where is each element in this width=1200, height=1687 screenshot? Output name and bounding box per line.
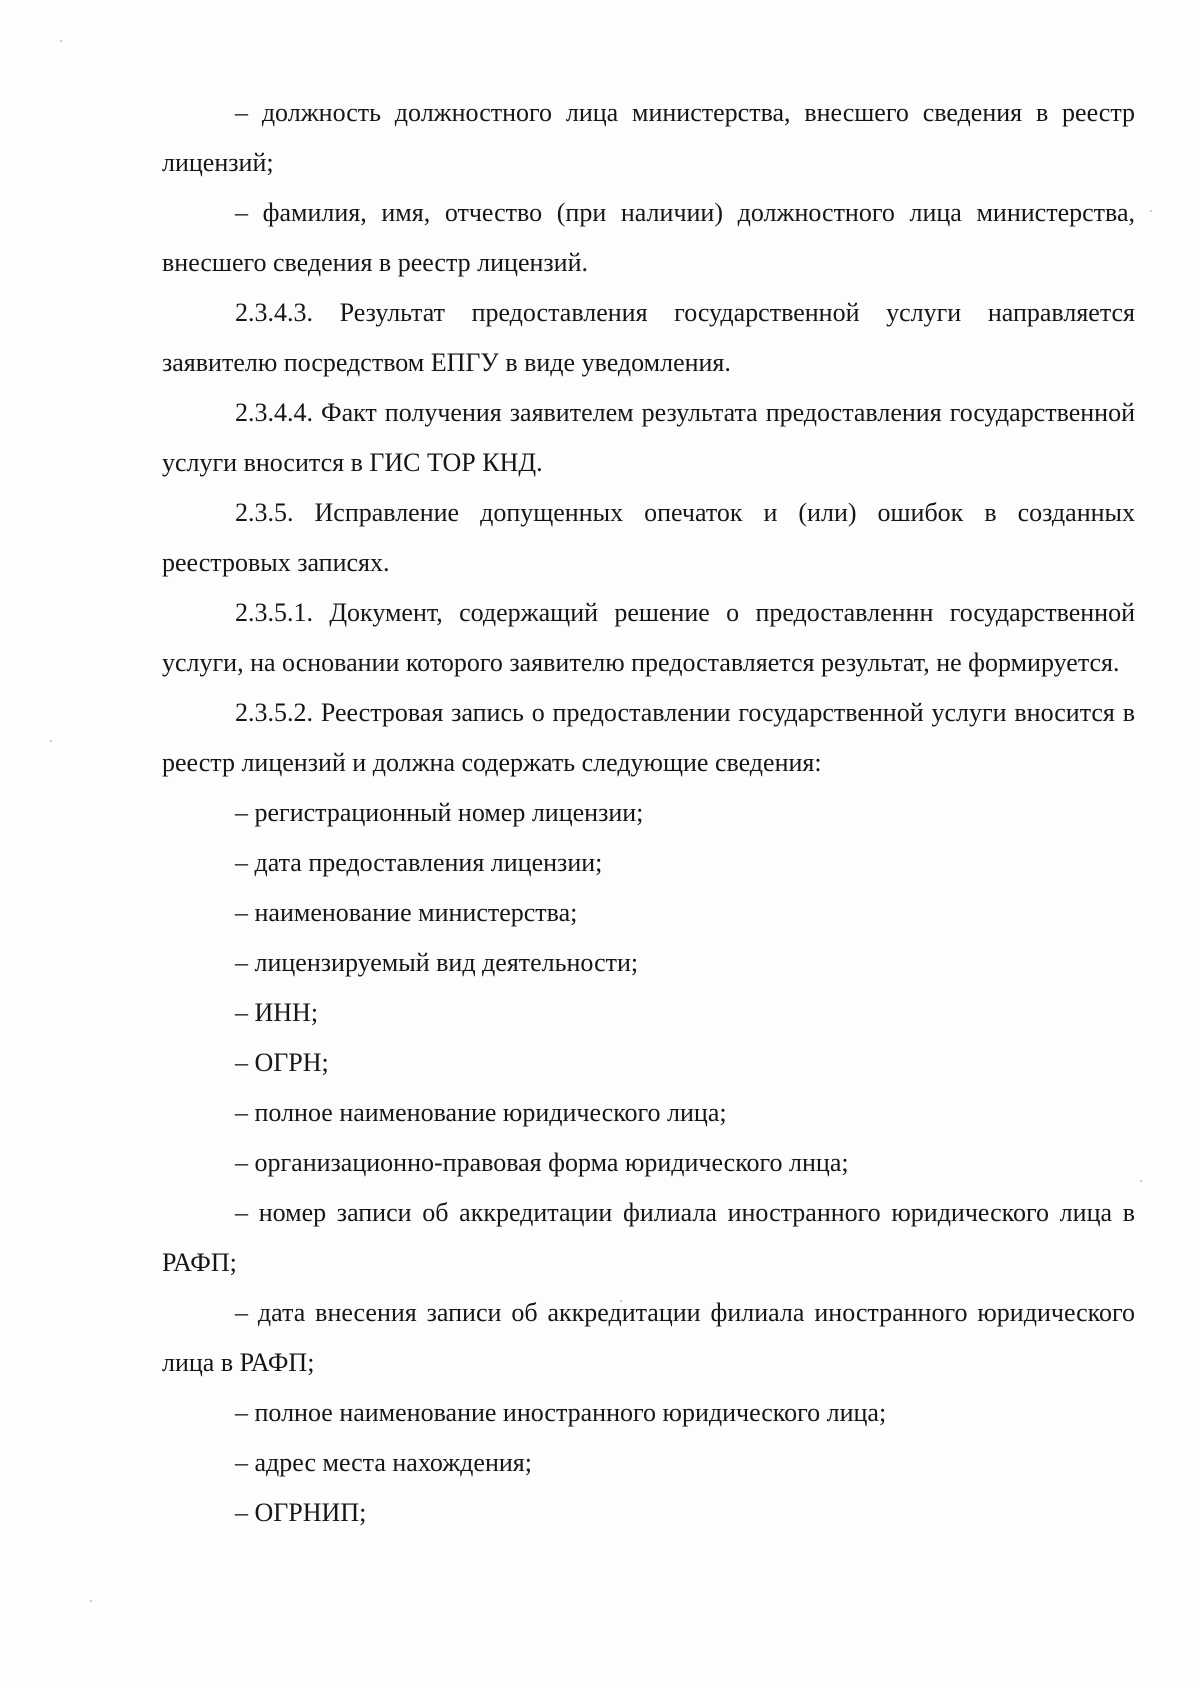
paragraph: – фамилия, имя, отчество (при наличии) должностного лица министерства, внесшего сведения в реестр лицензий. bbox=[162, 198, 1135, 277]
scan-speck bbox=[90, 1600, 92, 1602]
list-item: – дата внесения записи об аккредитации филиала иностранного юридического лица в РАФП; bbox=[162, 1298, 1135, 1377]
paragraph: 2.3.4.4. Факт получения заявителем результата предоставления государственной услуги вносится в ГИС ТОР КНД. bbox=[162, 398, 1135, 477]
paragraph: 2.3.4.3. Результат предоставления государственной услуги направляется заявителю посредством ЕПГУ в виде уведомления. bbox=[162, 298, 1135, 377]
list-item: – лицензируемый вид деятельности; bbox=[235, 948, 639, 977]
scan-speck bbox=[1150, 210, 1152, 212]
list-item: – ИНН; bbox=[235, 998, 319, 1027]
list-item: – ОГРНИП; bbox=[235, 1498, 367, 1527]
list-item: – полное наименование юридического лица; bbox=[235, 1098, 727, 1127]
scan-speck bbox=[60, 40, 62, 42]
list-item: – ОГРН; bbox=[235, 1048, 329, 1077]
paragraph: – должность должностного лица министерства, внесшего сведения в реестр лицензий; bbox=[162, 98, 1135, 177]
scan-speck bbox=[1140, 1180, 1142, 1182]
scan-speck bbox=[50, 740, 52, 742]
list-item: – номер записи об аккредитации филиала иностранного юридического лица в РАФП; bbox=[162, 1198, 1135, 1277]
document-body bbox=[162, 88, 1135, 1538]
list-item: – организационно-правовая форма юридического лнца; bbox=[235, 1148, 849, 1177]
list-item: – полное наименование иностранного юридического лица; bbox=[235, 1398, 887, 1427]
list-item: – регистрационный номер лицензии; bbox=[235, 798, 644, 827]
paragraph: 2.3.5. Исправление допущенных опечаток и (или) ошибок в созданных реестровых записях. bbox=[162, 498, 1135, 577]
paragraph: 2.3.5.1. Документ, содержащий решение о предоставленнн государственной услуги, на основании которого заявителю предоставляется результат, не формируется. bbox=[162, 598, 1135, 677]
list-item: – адрес места нахождения; bbox=[235, 1448, 532, 1477]
paragraph: 2.3.5.2. Реестровая запись о предоставлении государственной услуги вносится в реестр лицензий и должна содержать следующие сведения: bbox=[162, 698, 1135, 777]
list-item: – наименование министерства; bbox=[235, 898, 578, 927]
list-item: – дата предоставления лицензии; bbox=[235, 848, 603, 877]
